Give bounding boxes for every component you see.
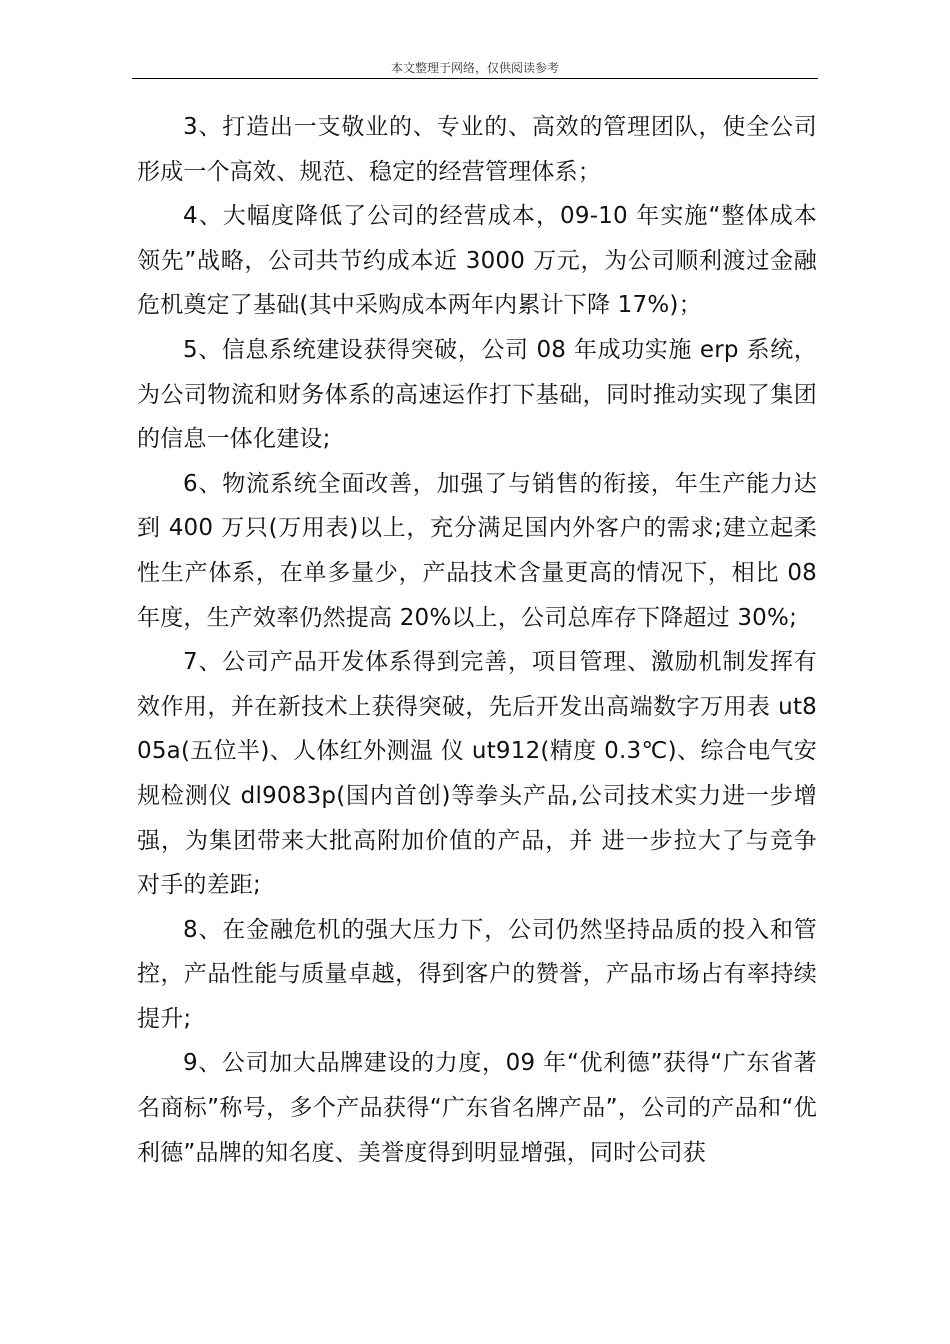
paragraph-item-7: 7、公司产品开发体系得到完善，项目管理、激励机制发挥有效作用，并在新技术上获得突破，先后开发出高端数字万用表 ut805a(五位半)、人体红外测温 仪 ut912(精度 0.3℃)、综合电气安规检测仪 dl9083p(国内首创)等拳头产品,公司技术实力进一步增强，为集团带来大批高附加价值的产品，并 进一步拉大了与竞争对手的差距; <box>137 649 817 899</box>
document-body <box>137 105 817 1175</box>
paragraph-item-5: 5、信息系统建设获得突破，公司 08 年成功实施 erp 系统，为公司物流和财务体系的高速运作打下基础，同时推动实现了集团的信息一体化建设; <box>137 336 817 453</box>
header-divider <box>132 78 818 79</box>
paragraph-item-3: 3、打造出一支敬业的、专业的、高效的管理团队，使全公司形成一个高效、规范、稳定的经营管理体系； <box>137 114 817 185</box>
paragraph-item-4: 4、大幅度降低了公司的经营成本，09-10 年实施“整体成本领先”战略，公司共节约成本近 3000 万元，为公司顺利渡过金融危机奠定了基础(其中采购成本两年内累计下降 17%)； <box>137 203 817 319</box>
page-header: 本文整理于网络，仅供阅读参考 <box>390 61 559 75</box>
paragraph-item-9: 9、公司加大品牌建设的力度，09 年“优利德”获得“广东省著名商标”称号，多个产品获得“广东省名牌产品”，公司的产品和“优利德”品牌的知名度、美誉度得到明显增强，同时公司获 <box>137 1050 817 1166</box>
paragraph-item-6: 6、物流系统全面改善，加强了与销售的衔接，年生产能力达到 400 万只(万用表)以上，充分满足国内外客户的需求;建立起柔性生产体系，在单多量少，产品技术含量更高的情况下，相比 08 年度，生产效率仍然提高 20%以上，公司总库存下降超过 30%; <box>137 470 817 631</box>
paragraph-item-8: 8、在金融危机的强大压力下，公司仍然坚持品质的投入和管控，产品性能与质量卓越，得到客户的赞誉，产品市场占有率持续提升; <box>137 916 817 1032</box>
